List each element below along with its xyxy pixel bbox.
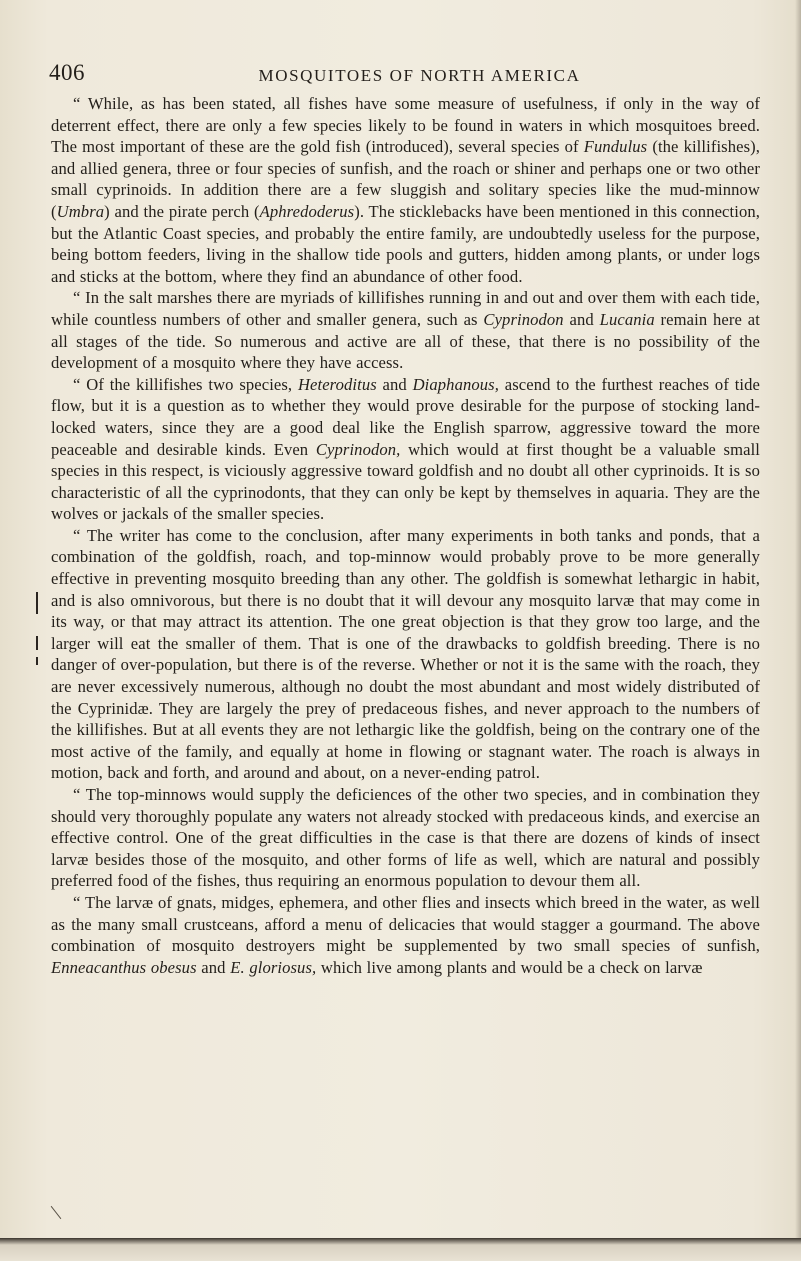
text-run: which would at first thought be a valuable small species in this respect, is viciously aggressive toward goldfish and no doubt all other cyprinoids. It is so characteristic of all the cyprinodonts, that they can only be kept by themselves in aquaria. They are the wolves or jackals of the smaller species. (51, 439, 761, 524)
text-run: “ In the salt marshes there are myriads of killifishes running in and out and over them with each tide, while countless numbers of other and smaller genera, such as (51, 288, 760, 329)
italic-term: E. gloriosus, (230, 957, 317, 977)
text-run: remain here at all stages of the tide. So numerous and active are all of these, that there is no possibility of the development of a mosquito where they have access. (51, 309, 760, 373)
page-number: 406 (49, 60, 85, 85)
paragraph (51, 374, 760, 525)
margin-line-mark (36, 657, 38, 665)
text-run: and (563, 309, 600, 329)
stray-pen-mark (51, 1206, 62, 1219)
body-text (51, 93, 760, 978)
text-run: (the killifishes), and allied genera, three or four species of sunfish, and the roach or shiner and perhaps one or two other small cyprinoids. In addition there are a few sluggish and solitary species like the mud-minnow ( (51, 137, 761, 221)
running-head: MOSQUITOES OF NORTH AMERICA (258, 66, 581, 85)
page-edge-shadow (795, 0, 801, 1261)
text-run: “ The larvæ of gnats, midges, ephemera, and other flies and insects which breed in the water, as well as the many small crustceans, afford a menu of delicacies that would stagger a gourmand. The above combination of mosquito destroyers might be supplemented by two small species of sunfish, (51, 892, 760, 956)
text-run: “ While, as has been stated, all fishes have some measure of usefulness, if only in the way of deterrent effect, there are only a few species likely to be found in waters in which mosquitoes breed. The most important of these are the gold fish (introduced), several species of (51, 94, 760, 157)
italic-term: Aphredoderus (259, 201, 355, 221)
paragraph (51, 93, 760, 287)
text-run: which live among plants and would be a check on larvæ (316, 957, 703, 977)
italic-term: Fundulus (583, 137, 648, 157)
text-run: “ The writer has come to the conclusion, after many experiments in both tanks and ponds, that a combination of the goldfish, roach, and top-minnow would probably prove to be more generally effective in preventing mosquito breeding than any other. The goldfish is somewhat lethargic in habit, and is also omnivorous, but there is no doubt that it will devour any mosquito larvæ that may come in its way, or that may attract its attention. The one great objection is that they grow too large, and the larger will eat the smaller of them. That is one of the drawbacks to goldfish breeding. There is no danger of over-population, but there is of the reverse. Whether or not it is the same with the roach, they are never excessively numerous, although no doubt the most abundant and most widely distributed of the Cyprinidæ. They are largely the prey of predaceous fishes, and never approach to the numbers of the killifishes. But at all events they are not lethargic like the goldfish, being on the contrary one of the most active of the family, and equally at home in flowing or stagnant water. The roach is always in motion, back and forth, and around and about, on a never-ending patrol. (51, 525, 760, 783)
italic-term: Enneacanthus obesus (51, 957, 197, 977)
text-run: and (196, 957, 231, 977)
paragraph (51, 287, 760, 373)
margin-line-mark (36, 636, 38, 650)
italic-term: Umbra (56, 201, 105, 221)
text-run: and (376, 374, 413, 394)
text-run: “ Of the killifishes two species, (73, 374, 298, 394)
paragraph (51, 892, 760, 978)
italic-term: Cyprinodon (483, 309, 564, 329)
text-run: “ The top-minnows would supply the deficiences of the other two species, and in combination they should very thoroughly populate any waters not already stocked with predaceous kinds, and exercise an effective control. One of the great difficulties in the case is that there are dozens of kinds of insect larvæ besides those of the mosquito, and other forms of life as well, which are natural and possibly preferred food of the fishes, thus requiring an enormous population to devour them all. (51, 785, 760, 891)
italic-term: Lucania (599, 309, 655, 329)
paragraph (51, 525, 760, 784)
text-run: ascend to the furthest reaches of tide flow, but it is a question as to whether they would prove desirable for the purpose of stocking land-locked waters, since they are a good deal like the English sparrow, aggressive toward the more peaceable and desirable kinds. Even (51, 374, 761, 459)
margin-line-mark (36, 592, 38, 614)
italic-term: Heteroditus (297, 374, 377, 394)
italic-term: Cyprinodon, (315, 439, 401, 459)
scan-bottom-edge (0, 1238, 801, 1261)
text-run: ). The sticklebacks have been mentioned in this connection, but the Atlantic Coast species, and probably the entire family, are undoubtedly useless for the purpose, being bottom feeders, living in the shallow tide pools and gutters, hidden among plants, or under logs and sticks at the bottom, where they find an abundance of other food. (51, 201, 760, 286)
italic-term: Diaphanous, (412, 374, 499, 394)
paragraph (51, 784, 760, 892)
text-run: ) and the pirate perch ( (104, 201, 260, 221)
